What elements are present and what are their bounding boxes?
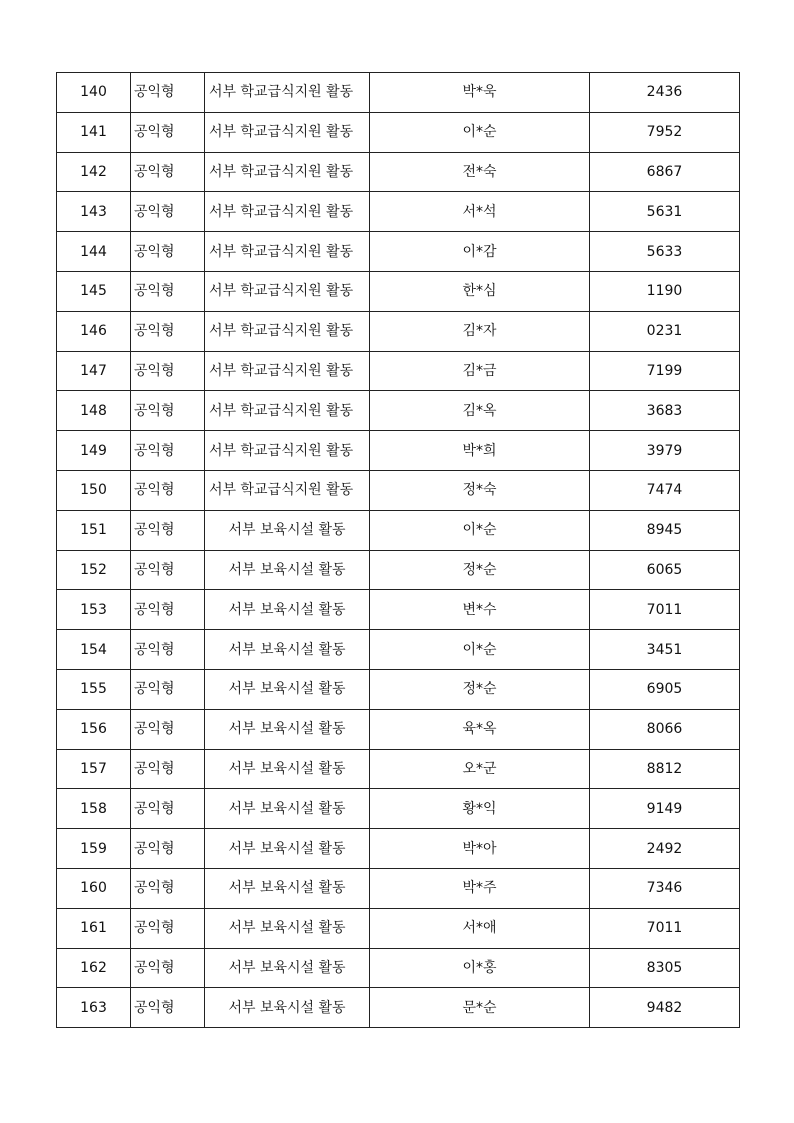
table-row [57, 590, 740, 630]
activity-cell: 서부 학교급식지원 활동 [205, 152, 370, 192]
name-cell: 이*감 [370, 232, 590, 272]
code-cell: 6905 [590, 669, 740, 709]
activity-cell: 서부 보육시설 활동 [205, 749, 370, 789]
name-cell: 이*순 [370, 510, 590, 550]
table-row [57, 311, 740, 351]
name-cell: 이*홍 [370, 948, 590, 988]
table-row [57, 829, 740, 869]
name-cell: 서*석 [370, 192, 590, 232]
name-cell: 김*자 [370, 311, 590, 351]
activity-cell: 서부 학교급식지원 활동 [205, 112, 370, 152]
type-cell: 공익형 [131, 630, 205, 670]
code-cell: 3683 [590, 391, 740, 431]
row-number-cell: 142 [57, 152, 131, 192]
name-cell: 이*순 [370, 630, 590, 670]
table-row [57, 789, 740, 829]
name-cell: 황*익 [370, 789, 590, 829]
type-cell: 공익형 [131, 669, 205, 709]
row-number-cell: 148 [57, 391, 131, 431]
table-row [57, 948, 740, 988]
code-cell: 7474 [590, 470, 740, 510]
name-cell: 정*순 [370, 669, 590, 709]
activity-cell: 서부 보육시설 활동 [205, 948, 370, 988]
activity-cell: 서부 학교급식지원 활동 [205, 232, 370, 272]
table-row [57, 908, 740, 948]
type-cell: 공익형 [131, 590, 205, 630]
activity-cell: 서부 학교급식지원 활동 [205, 351, 370, 391]
activity-cell: 서부 보육시설 활동 [205, 669, 370, 709]
code-cell: 3979 [590, 431, 740, 471]
code-cell: 3451 [590, 630, 740, 670]
row-number-cell: 140 [57, 73, 131, 113]
type-cell: 공익형 [131, 948, 205, 988]
activity-cell: 서부 보육시설 활동 [205, 590, 370, 630]
name-cell: 변*수 [370, 590, 590, 630]
type-cell: 공익형 [131, 749, 205, 789]
table-row [57, 351, 740, 391]
code-cell: 0231 [590, 311, 740, 351]
activity-cell: 서부 보육시설 활동 [205, 550, 370, 590]
table-body [57, 73, 740, 1028]
type-cell: 공익형 [131, 232, 205, 272]
table-row [57, 271, 740, 311]
row-number-cell: 149 [57, 431, 131, 471]
activity-cell: 서부 학교급식지원 활동 [205, 73, 370, 113]
table-row [57, 550, 740, 590]
row-number-cell: 143 [57, 192, 131, 232]
name-cell: 박*희 [370, 431, 590, 471]
name-cell: 육*옥 [370, 709, 590, 749]
name-cell: 정*숙 [370, 470, 590, 510]
code-cell: 7199 [590, 351, 740, 391]
table-row [57, 232, 740, 272]
code-cell: 7011 [590, 908, 740, 948]
table-row [57, 709, 740, 749]
activity-cell: 서부 학교급식지원 활동 [205, 271, 370, 311]
table-row [57, 669, 740, 709]
row-number-cell: 147 [57, 351, 131, 391]
activity-cell: 서부 학교급식지원 활동 [205, 311, 370, 351]
activity-cell: 서부 보육시설 활동 [205, 510, 370, 550]
code-cell: 6867 [590, 152, 740, 192]
row-number-cell: 146 [57, 311, 131, 351]
row-number-cell: 161 [57, 908, 131, 948]
name-cell: 김*옥 [370, 391, 590, 431]
activity-cell: 서부 보육시설 활동 [205, 630, 370, 670]
row-number-cell: 144 [57, 232, 131, 272]
code-cell: 8945 [590, 510, 740, 550]
type-cell: 공익형 [131, 868, 205, 908]
table-row [57, 152, 740, 192]
type-cell: 공익형 [131, 311, 205, 351]
activity-cell: 서부 보육시설 활동 [205, 709, 370, 749]
row-number-cell: 157 [57, 749, 131, 789]
type-cell: 공익형 [131, 112, 205, 152]
table-row [57, 192, 740, 232]
type-cell: 공익형 [131, 431, 205, 471]
code-cell: 7952 [590, 112, 740, 152]
type-cell: 공익형 [131, 550, 205, 590]
type-cell: 공익형 [131, 829, 205, 869]
row-number-cell: 159 [57, 829, 131, 869]
type-cell: 공익형 [131, 908, 205, 948]
row-number-cell: 151 [57, 510, 131, 550]
row-number-cell: 154 [57, 630, 131, 670]
activity-cell: 서부 학교급식지원 활동 [205, 470, 370, 510]
row-number-cell: 155 [57, 669, 131, 709]
code-cell: 9482 [590, 988, 740, 1028]
activity-cell: 서부 학교급식지원 활동 [205, 431, 370, 471]
type-cell: 공익형 [131, 192, 205, 232]
type-cell: 공익형 [131, 470, 205, 510]
type-cell: 공익형 [131, 709, 205, 749]
row-number-cell: 162 [57, 948, 131, 988]
table-row [57, 868, 740, 908]
table-row [57, 391, 740, 431]
row-number-cell: 160 [57, 868, 131, 908]
code-cell: 2436 [590, 73, 740, 113]
activity-cell: 서부 보육시설 활동 [205, 868, 370, 908]
activity-cell: 서부 보육시설 활동 [205, 988, 370, 1028]
row-number-cell: 158 [57, 789, 131, 829]
name-cell: 박*주 [370, 868, 590, 908]
code-cell: 8305 [590, 948, 740, 988]
type-cell: 공익형 [131, 510, 205, 550]
type-cell: 공익형 [131, 73, 205, 113]
table-row [57, 510, 740, 550]
activity-cell: 서부 보육시설 활동 [205, 829, 370, 869]
code-cell: 1190 [590, 271, 740, 311]
table-row [57, 431, 740, 471]
activity-cell: 서부 보육시설 활동 [205, 908, 370, 948]
row-number-cell: 153 [57, 590, 131, 630]
name-cell: 박*욱 [370, 73, 590, 113]
name-cell: 문*순 [370, 988, 590, 1028]
participant-table [56, 72, 740, 1028]
type-cell: 공익형 [131, 271, 205, 311]
code-cell: 7011 [590, 590, 740, 630]
type-cell: 공익형 [131, 351, 205, 391]
table-row [57, 988, 740, 1028]
table-row [57, 112, 740, 152]
activity-cell: 서부 학교급식지원 활동 [205, 391, 370, 431]
row-number-cell: 156 [57, 709, 131, 749]
code-cell: 6065 [590, 550, 740, 590]
code-cell: 7346 [590, 868, 740, 908]
activity-cell: 서부 보육시설 활동 [205, 789, 370, 829]
code-cell: 9149 [590, 789, 740, 829]
name-cell: 박*아 [370, 829, 590, 869]
table-row [57, 73, 740, 113]
type-cell: 공익형 [131, 152, 205, 192]
row-number-cell: 163 [57, 988, 131, 1028]
table-row [57, 749, 740, 789]
name-cell: 한*심 [370, 271, 590, 311]
name-cell: 서*애 [370, 908, 590, 948]
activity-cell: 서부 학교급식지원 활동 [205, 192, 370, 232]
type-cell: 공익형 [131, 391, 205, 431]
code-cell: 2492 [590, 829, 740, 869]
name-cell: 정*순 [370, 550, 590, 590]
code-cell: 5631 [590, 192, 740, 232]
name-cell: 전*숙 [370, 152, 590, 192]
table-row [57, 630, 740, 670]
type-cell: 공익형 [131, 988, 205, 1028]
code-cell: 5633 [590, 232, 740, 272]
name-cell: 김*금 [370, 351, 590, 391]
row-number-cell: 152 [57, 550, 131, 590]
row-number-cell: 150 [57, 470, 131, 510]
name-cell: 오*군 [370, 749, 590, 789]
type-cell: 공익형 [131, 789, 205, 829]
code-cell: 8812 [590, 749, 740, 789]
row-number-cell: 141 [57, 112, 131, 152]
row-number-cell: 145 [57, 271, 131, 311]
name-cell: 이*순 [370, 112, 590, 152]
table-row [57, 470, 740, 510]
code-cell: 8066 [590, 709, 740, 749]
